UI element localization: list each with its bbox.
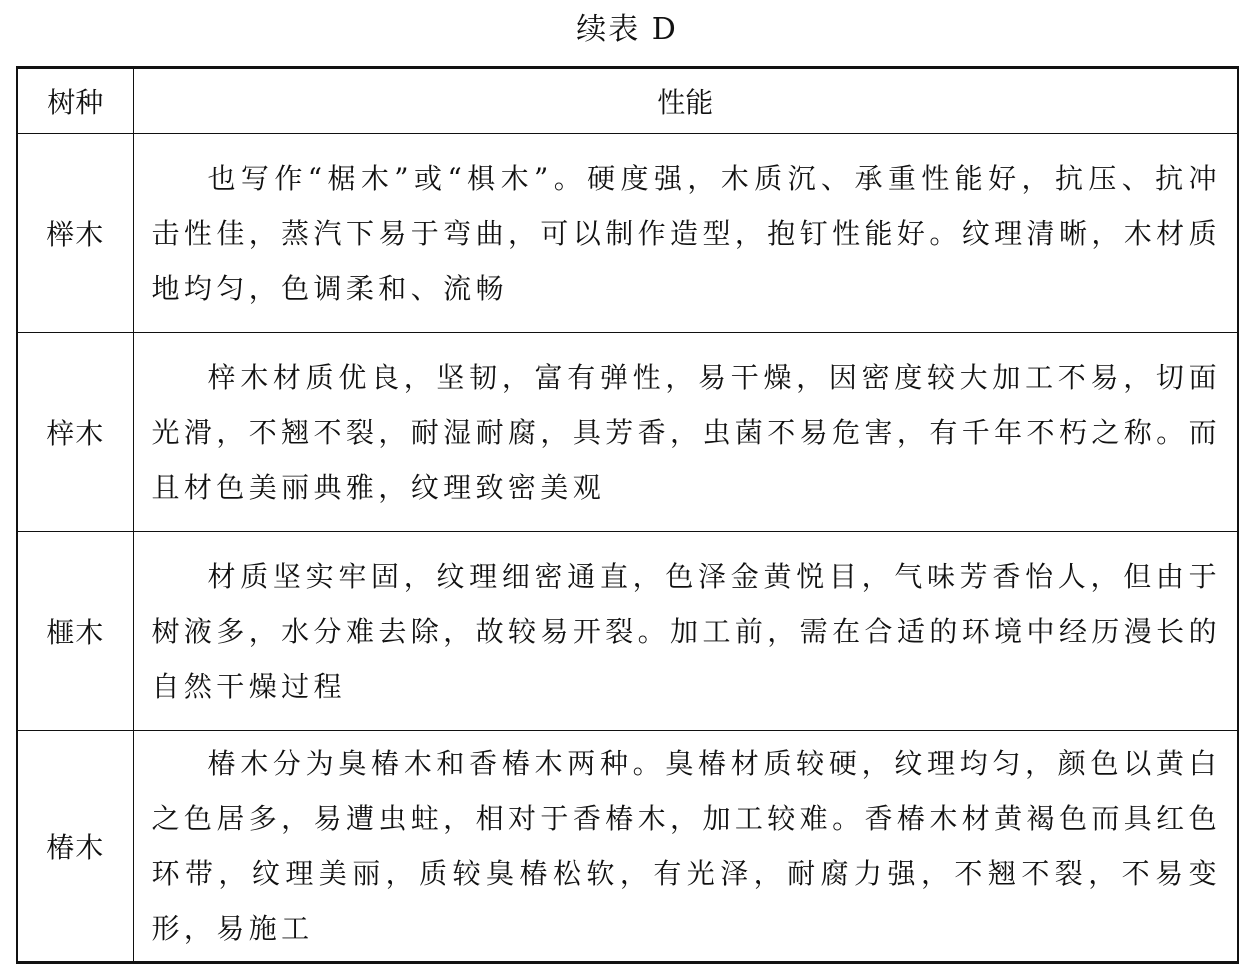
- table-header-row: [17, 68, 1238, 134]
- table-row: [17, 333, 1238, 532]
- properties-cell: 椿木分为臭椿木和香椿木两种。臭椿材质较硬，纹理均匀，颜色以黄白之色居多，易遭虫蛀，相对于香椿木，加工较难。香椿木材黄褐色而具红色环带，纹理美丽，质较臭椿松软，有光泽，耐腐力强，不翘不裂，不易变形，易施工: [133, 731, 1238, 963]
- species-cell: 梓木: [17, 333, 133, 532]
- header-properties: 性能: [133, 68, 1238, 134]
- species-cell: 椿木: [17, 731, 133, 963]
- wood-properties-table: [16, 66, 1239, 964]
- table-row: [17, 134, 1238, 333]
- header-species: 树种: [17, 68, 133, 134]
- species-cell: 榉木: [17, 134, 133, 333]
- species-cell: 榧木: [17, 532, 133, 731]
- properties-cell: 也写作“椐木”或“椇木”。硬度强，木质沉、承重性能好，抗压、抗冲击性佳，蒸汽下易于弯曲，可以制作造型，抱钉性能好。纹理清晰，木材质地均匀，色调柔和、流畅: [133, 134, 1238, 333]
- table-row: [17, 532, 1238, 731]
- properties-cell: 材质坚实牢固，纹理细密通直，色泽金黄悦目，气味芳香怡人，但由于树液多，水分难去除，故较易开裂。加工前，需在合适的环境中经历漫长的自然干燥过程: [133, 532, 1238, 731]
- table-caption: 续表 D: [576, 12, 678, 47]
- properties-cell: 梓木材质优良，坚韧，富有弹性，易干燥，因密度较大加工不易，切面光滑，不翘不裂，耐湿耐腐，具芳香，虫菌不易危害，有千年不朽之称。而且材色美丽典雅，纹理致密美观: [133, 333, 1238, 532]
- table-row: [17, 731, 1238, 963]
